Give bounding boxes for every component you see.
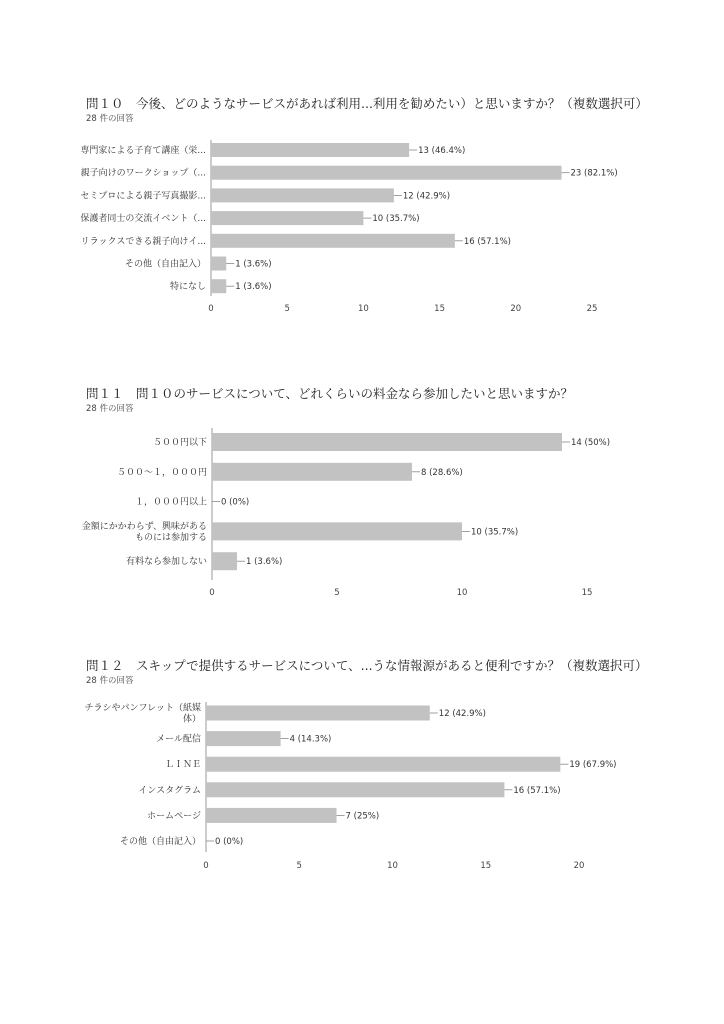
- category-label: 体）: [182, 714, 201, 725]
- x-tick-label: 0: [208, 304, 214, 314]
- x-tick-label: 20: [510, 304, 522, 314]
- bar: [206, 706, 430, 721]
- bar-value-label: 7 (25%): [345, 811, 380, 822]
- bar-value-label: 1 (3.6%): [235, 259, 272, 270]
- x-tick-label: 10: [387, 861, 398, 871]
- x-tick-label: 15: [434, 304, 446, 314]
- question-12-title: 問１２ スキップで提供するサービスについて、...うな情報源があると便利ですか？（複数選択可）: [86, 658, 648, 673]
- bar-value-label: 16 (57.1%): [463, 236, 511, 247]
- x-tick-label: 5: [334, 588, 340, 598]
- bar-value-label: 19 (67.9%): [569, 760, 617, 771]
- bar: [206, 757, 560, 772]
- bar-value-label: 12 (42.9%): [402, 191, 451, 202]
- x-tick-label: 15: [581, 588, 593, 598]
- bar-value-label: 1 (3.6%): [235, 282, 272, 293]
- bar-value-label: 0 (0%): [215, 837, 244, 847]
- category-label: インスタグラム: [138, 785, 201, 796]
- category-label: 特になし: [169, 282, 206, 293]
- bar-value-label: 4 (14.3%): [289, 734, 332, 745]
- category-label: 金額にかかわらず、興味がある: [81, 521, 207, 532]
- bar-value-label: 14 (50%): [571, 438, 611, 448]
- bar-value-label: 13 (46.4%): [418, 146, 466, 156]
- category-label: 保護者同士の交流イベント（...: [80, 214, 206, 225]
- category-label: 親子向けのワークショップ（...: [80, 168, 206, 179]
- category-label: リラックスできる親子向けイ...: [80, 236, 206, 247]
- x-tick-label: 5: [296, 861, 302, 871]
- category-label: ５００～１，０００円: [116, 467, 207, 478]
- bar-value-label: 12 (42.9%): [438, 709, 486, 719]
- x-tick-label: 10: [357, 304, 369, 314]
- category-label: ５００円以下: [152, 438, 207, 448]
- category-label: メール配信: [156, 734, 201, 745]
- bar-value-label: 1 (3.6%): [246, 557, 283, 568]
- question-11-title: 問１１ 問１０のサービスについて、どれくらいの料金なら参加したいと思いますか？: [86, 386, 574, 401]
- bar-value-label: 0 (0%): [221, 497, 250, 508]
- bar: [206, 731, 281, 746]
- category-label: その他（自由記入）: [119, 837, 201, 847]
- x-tick-label: 0: [203, 861, 209, 871]
- question-11-response-count: 28 件の回答: [86, 404, 134, 414]
- x-tick-label: 10: [456, 588, 468, 598]
- bar: [206, 808, 337, 823]
- x-tick-label: 0: [209, 588, 215, 598]
- category-label: セミプロによる親子写真撮影...: [80, 191, 206, 202]
- category-label: 有料なら参加しない: [125, 557, 207, 568]
- category-label: ものには参加する: [134, 532, 207, 543]
- bar-value-label: 16 (57.1%): [513, 785, 561, 796]
- category-label: 専門家による子育て講座（栄...: [80, 146, 206, 156]
- bar-value-label: 10 (35.7%): [372, 214, 420, 225]
- bar-value-label: 10 (35.7%): [471, 527, 519, 538]
- question-12-response-count: 28 件の回答: [86, 676, 134, 686]
- category-label: その他（自由記入）: [124, 259, 206, 270]
- category-label: ホームページ: [147, 811, 201, 822]
- x-tick-label: 20: [573, 861, 585, 871]
- bar-value-label: 8 (28.6%): [421, 467, 463, 478]
- question-10-response-count: 28 件の回答: [86, 114, 134, 124]
- category-label: チラシやパンフレット（紙媒: [84, 703, 201, 714]
- bar: [206, 782, 504, 797]
- bar-value-label: 23 (82.1%): [570, 168, 618, 179]
- category-label: １，０００円以上: [134, 497, 207, 508]
- x-tick-label: 15: [480, 861, 492, 871]
- x-tick-label: 25: [586, 304, 598, 314]
- question-10-title: 問１０ 今後、どのようなサービスがあれば利用...利用を勧めたい）と思いますか？（複数選択可）: [86, 96, 648, 111]
- category-label: ＬＩＮＥ: [164, 760, 201, 771]
- x-tick-label: 5: [284, 304, 290, 314]
